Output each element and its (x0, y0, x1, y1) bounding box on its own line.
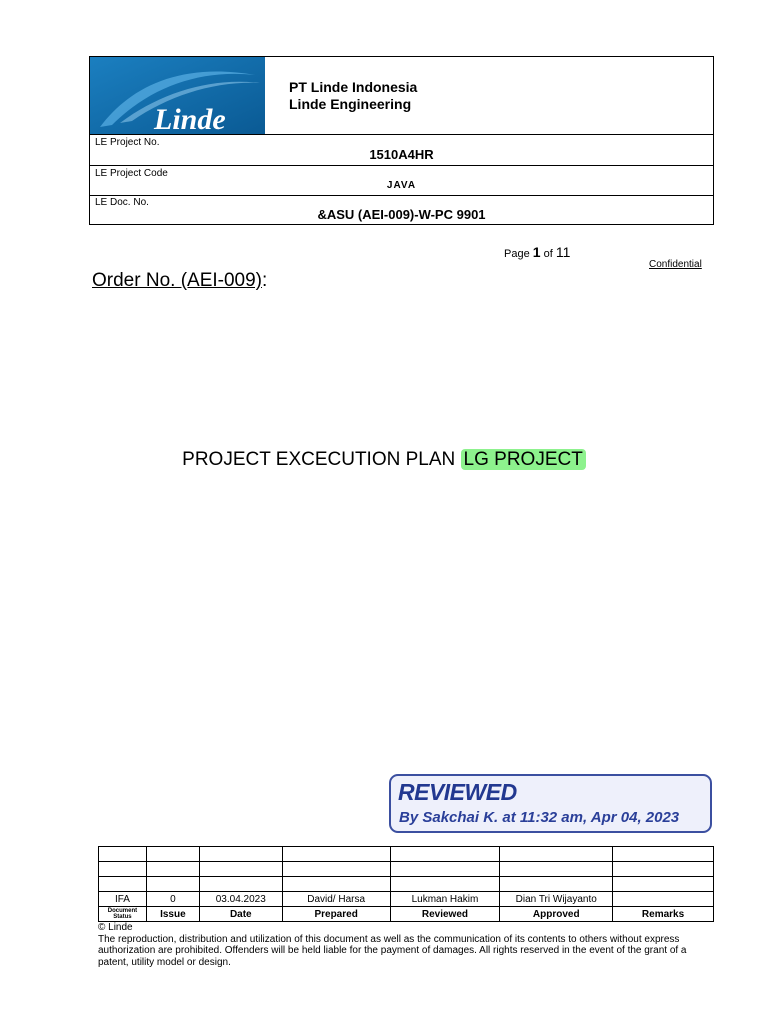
header-issue: Issue (146, 907, 199, 922)
page-current: 1 (532, 244, 541, 260)
table-cell (146, 862, 199, 877)
stamp-status: REVIEWED (398, 779, 517, 805)
table-cell (390, 862, 500, 877)
header-divider (89, 134, 714, 135)
header-divider (89, 195, 714, 196)
table-cell (282, 877, 390, 892)
table-cell: 03.04.2023 (199, 892, 282, 907)
table-row (99, 862, 714, 877)
table-cell (613, 862, 714, 877)
table-cell (613, 892, 714, 907)
table-row (99, 847, 714, 862)
copyright-notice (98, 922, 714, 968)
table-cell (282, 847, 390, 862)
doc-no-value: &ASU (AEI-009)-W-PC 9901 (317, 207, 486, 222)
doc-no-label: LE Doc. No. (95, 197, 149, 208)
copyright-line: © Linde (98, 922, 133, 933)
table-cell (282, 862, 390, 877)
linde-logo (90, 57, 265, 134)
table-cell (146, 847, 199, 862)
company-line-2: Linde Engineering (289, 96, 412, 112)
header-prepared: Prepared (282, 907, 390, 922)
table-cell (500, 847, 613, 862)
page-number (504, 244, 570, 260)
table-cell (199, 847, 282, 862)
order-number-label: Order No. (AEI-009) (92, 270, 262, 291)
table-cell: Lukman Hakim (390, 892, 500, 907)
of-label: of (543, 248, 553, 260)
table-cell: David/ Harsa (282, 892, 390, 907)
table-row (99, 877, 714, 892)
order-number-colon: : (262, 270, 268, 291)
order-number (92, 270, 267, 292)
table-cell (500, 877, 613, 892)
table-cell (613, 877, 714, 892)
header-date: Date (199, 907, 282, 922)
header-document-status: Document Status (99, 907, 147, 922)
revision-table (98, 846, 714, 922)
project-code-label: LE Project Code (95, 168, 168, 179)
table-cell: Dian Tri Wijayanto (500, 892, 613, 907)
table-header-row (99, 907, 714, 922)
table-cell: 0 (146, 892, 199, 907)
title-highlight: LG PROJECT (461, 449, 586, 470)
project-no-value: 1510A4HR (369, 147, 434, 162)
table-row (99, 892, 714, 907)
header-remarks: Remarks (613, 907, 714, 922)
table-cell (199, 877, 282, 892)
company-line-1: PT Linde Indonesia (289, 79, 418, 95)
confidential-label: Confidential (649, 259, 702, 270)
page-total: 11 (555, 244, 571, 260)
header-divider (89, 165, 714, 166)
table-cell (146, 877, 199, 892)
header-approved: Approved (500, 907, 613, 922)
table-cell: IFA (99, 892, 147, 907)
company-name (289, 79, 417, 113)
table-cell (99, 847, 147, 862)
document-title (0, 449, 768, 471)
title-main: PROJECT EXCECUTION PLAN (182, 449, 456, 470)
project-no-label: LE Project No. (95, 137, 160, 148)
table-cell (500, 862, 613, 877)
header-reviewed: Reviewed (390, 907, 500, 922)
page-label: Page (504, 248, 530, 260)
legal-notice: The reproduction, distribution and utilization of this document as well as the communication of its contents to others without express authorization are prohibited. Offenders will be held liable for the payment of damages. All rights reserved in the event of the grant of a patent, utility model or design. (98, 933, 687, 968)
table-cell (99, 877, 147, 892)
stamp-reviewer-line: By Sakchai K. at 11:32 am, Apr 04, 2023 (399, 809, 680, 826)
project-code-value: JAVA (386, 180, 417, 191)
table-cell (390, 847, 500, 862)
table-cell (199, 862, 282, 877)
table-cell (613, 847, 714, 862)
table-cell (99, 862, 147, 877)
logo-wordmark: Linde (154, 103, 226, 134)
table-cell (390, 877, 500, 892)
